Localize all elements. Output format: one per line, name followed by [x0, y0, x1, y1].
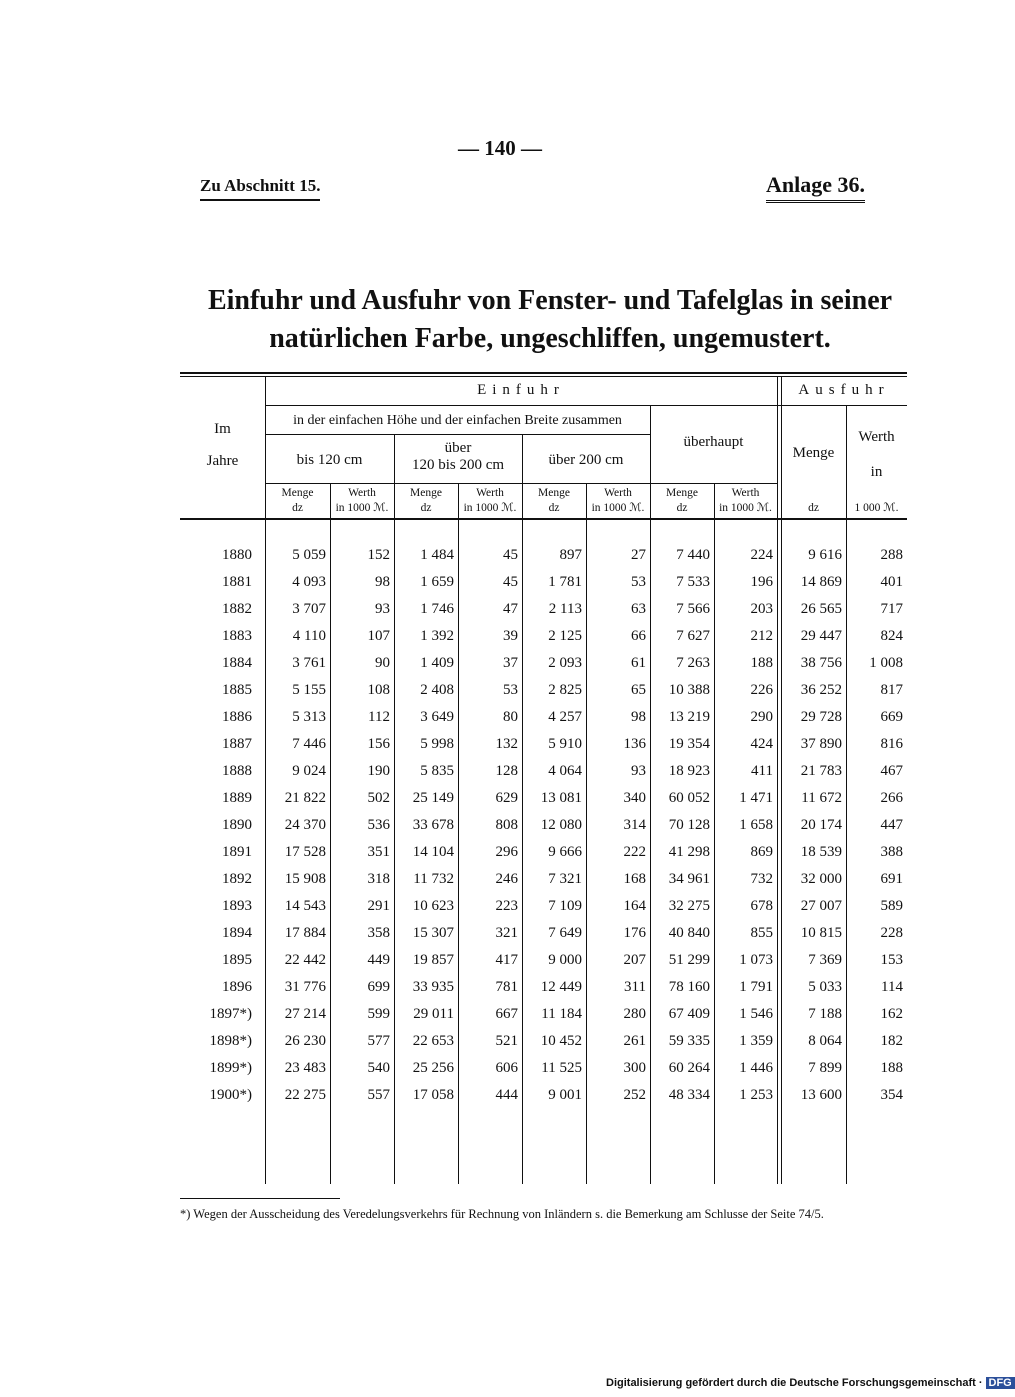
value-cell: 4 257	[548, 709, 582, 725]
value-cell: 14 104	[412, 844, 454, 860]
year-cell: 1898*)	[209, 1033, 252, 1049]
value-cell: 11 732	[413, 871, 454, 887]
footnote: *) Wegen der Ausscheidung des Veredelungsverkehrs für Rechnung von Inländern s. die Bemerkung am Schlusse der Seite 74/5.	[180, 1207, 824, 1221]
value-cell: 21 783	[800, 763, 842, 779]
value-cell: 855	[750, 925, 773, 941]
value-cell: 190	[367, 763, 390, 779]
value-cell: 7 649	[548, 925, 582, 941]
value-cell: 13 600	[800, 1087, 842, 1103]
group-120-200-b: 120 bis 200 cm	[411, 457, 505, 473]
value-cell: 7 321	[548, 871, 582, 887]
value-cell: 11 184	[541, 1006, 582, 1022]
title-line-1: Einfuhr und Ausfuhr von Fenster- und Tafelglas in seiner	[207, 285, 893, 316]
section-reference: Zu Abschnitt 15.	[200, 176, 320, 201]
value-cell: 108	[367, 682, 390, 698]
value-cell: 318	[367, 871, 390, 887]
value-cell: 25 256	[412, 1060, 454, 1076]
year-cell: 1885	[222, 682, 252, 698]
value-cell: 222	[623, 844, 646, 860]
value-cell: 59 335	[668, 1033, 710, 1049]
value-cell: 678	[750, 898, 773, 914]
value-cell: 824	[880, 628, 903, 644]
value-cell: 4 093	[292, 574, 326, 590]
rule-under-einfuhr	[265, 405, 907, 406]
value-cell: 4 064	[548, 763, 582, 779]
value-cell: 266	[880, 790, 903, 806]
value-cell: 7 566	[676, 601, 710, 617]
value-cell: 8 064	[808, 1033, 842, 1049]
value-cell: 19 857	[412, 952, 454, 968]
value-cell: 162	[880, 1006, 903, 1022]
value-cell: 61	[631, 655, 646, 671]
value-cell: 589	[880, 898, 903, 914]
value-cell: 224	[750, 547, 773, 563]
value-cell: 90	[375, 655, 390, 671]
value-cell: 196	[750, 574, 773, 590]
value-cell: 1 359	[739, 1033, 773, 1049]
value-cell: 354	[880, 1087, 903, 1103]
value-cell: 540	[367, 1060, 390, 1076]
value-cell: 9 000	[548, 952, 582, 968]
value-cell: 60 052	[668, 790, 710, 806]
value-cell: 296	[495, 844, 518, 860]
value-cell: 48 334	[668, 1087, 710, 1103]
value-cell: 351	[367, 844, 390, 860]
value-cell: 32 000	[800, 871, 842, 887]
value-cell: 557	[367, 1087, 390, 1103]
year-cell: 1893	[222, 898, 252, 914]
table-row	[180, 677, 907, 704]
value-cell: 5 910	[548, 736, 582, 752]
value-cell: 7 440	[676, 547, 710, 563]
value-cell: 1 546	[739, 1006, 773, 1022]
value-cell: 9 666	[548, 844, 582, 860]
ausfuhr-header: Ausfuhr	[798, 382, 890, 398]
value-cell: 25 149	[412, 790, 454, 806]
value-cell: 29 728	[800, 709, 842, 725]
table-row	[180, 731, 907, 758]
value-cell: 26 565	[800, 601, 842, 617]
value-cell: 152	[367, 547, 390, 563]
value-cell: 252	[623, 1087, 646, 1103]
value-cell: 444	[495, 1087, 518, 1103]
year-cell: 1882	[222, 601, 252, 617]
value-cell: 290	[750, 709, 773, 725]
value-cell: 7 899	[808, 1060, 842, 1076]
footer-text: Digitalisierung gefördert durch die Deutsche Forschungsgemeinschaft ·	[606, 1377, 983, 1389]
value-cell: 246	[495, 871, 518, 887]
value-cell: 1 008	[869, 655, 903, 671]
value-cell: 606	[495, 1060, 518, 1076]
table-top-rule-2	[180, 376, 907, 377]
value-cell: 188	[880, 1060, 903, 1076]
value-cell: 31 776	[284, 979, 326, 995]
table-row	[180, 785, 907, 812]
value-cell: 32 275	[668, 898, 710, 914]
value-cell: 24 370	[284, 817, 326, 833]
value-cell: 401	[880, 574, 903, 590]
year-cell: 1892	[222, 871, 252, 887]
year-cell: 1900*)	[209, 1087, 252, 1103]
value-cell: 37 890	[800, 736, 842, 752]
value-cell: 340	[623, 790, 646, 806]
value-cell: 314	[623, 817, 646, 833]
value-cell: 203	[750, 601, 773, 617]
value-cell: 98	[631, 709, 646, 725]
value-cell: 1 746	[420, 601, 454, 617]
value-cell: 22 442	[284, 952, 326, 968]
value-cell: 40 840	[668, 925, 710, 941]
sub-ausfuhr-dz: dz	[808, 502, 819, 514]
table-row	[180, 1082, 907, 1109]
value-cell: 66	[631, 628, 646, 644]
value-cell: 33 935	[412, 979, 454, 995]
group-120-200-a: über	[444, 440, 472, 456]
group-bis-120: bis 120 cm	[296, 452, 363, 468]
value-cell: 17 528	[284, 844, 326, 860]
table-row	[180, 812, 907, 839]
value-cell: 447	[880, 817, 903, 833]
year-cell: 1884	[222, 655, 252, 671]
value-cell: 60 264	[668, 1060, 710, 1076]
value-cell: 112	[368, 709, 390, 725]
year-cell: 1883	[222, 628, 252, 644]
value-cell: 9 001	[548, 1087, 582, 1103]
table-row	[180, 596, 907, 623]
dimension-header: in der einfachen Höhe und der einfachen Breite zusammen	[293, 413, 622, 428]
value-cell: 27 007	[800, 898, 842, 914]
value-cell: 7 263	[676, 655, 710, 671]
group-ueber-200: über 200 cm	[548, 452, 624, 468]
ausfuhr-werth-in: in	[870, 464, 883, 480]
value-cell: 417	[495, 952, 518, 968]
table-row	[180, 839, 907, 866]
value-cell: 629	[495, 790, 518, 806]
value-cell: 27 214	[284, 1006, 326, 1022]
year-header-im: Im	[214, 421, 231, 437]
value-cell: 207	[623, 952, 646, 968]
value-cell: 12 449	[540, 979, 582, 995]
value-cell: 14 543	[284, 898, 326, 914]
value-cell: 9 616	[808, 547, 842, 563]
value-cell: 65	[631, 682, 646, 698]
value-cell: 3 761	[292, 655, 326, 671]
page-number: — 140 —	[458, 136, 542, 160]
value-cell: 3 707	[292, 601, 326, 617]
value-cell: 411	[751, 763, 773, 779]
year-cell: 1899*)	[209, 1060, 252, 1076]
table-row	[180, 947, 907, 974]
value-cell: 2 408	[420, 682, 454, 698]
value-cell: 1 392	[420, 628, 454, 644]
value-cell: 691	[880, 871, 903, 887]
value-cell: 4 110	[292, 628, 326, 644]
value-cell: 93	[631, 763, 646, 779]
sub-menge-2: Menge dz	[410, 487, 442, 514]
value-cell: 502	[367, 790, 390, 806]
value-cell: 1 791	[739, 979, 773, 995]
year-cell: 1891	[222, 844, 252, 860]
value-cell: 18 923	[668, 763, 710, 779]
table-row	[180, 569, 907, 596]
sub-werth-4: Werth in 1000 ℳ.	[719, 487, 772, 514]
value-cell: 13 219	[668, 709, 710, 725]
value-cell: 11 672	[801, 790, 842, 806]
value-cell: 156	[367, 736, 390, 752]
value-cell: 47	[503, 601, 518, 617]
value-cell: 107	[367, 628, 390, 644]
year-cell: 1897*)	[209, 1006, 252, 1022]
value-cell: 168	[623, 871, 646, 887]
sub-werth-3: Werth in 1000 ℳ.	[591, 487, 645, 514]
value-cell: 98	[375, 574, 390, 590]
value-cell: 5 313	[292, 709, 326, 725]
year-cell: 1881	[222, 574, 252, 590]
value-cell: 12 080	[540, 817, 582, 833]
value-cell: 27	[631, 547, 646, 563]
sub-ausfuhr-1000: 1 000 ℳ.	[854, 502, 899, 514]
value-cell: 29 011	[413, 1006, 454, 1022]
value-cell: 22 275	[284, 1087, 326, 1103]
value-cell: 34 961	[668, 871, 710, 887]
value-cell: 1 073	[739, 952, 773, 968]
value-cell: 816	[880, 736, 903, 752]
value-cell: 11 525	[541, 1060, 582, 1076]
value-cell: 17 884	[284, 925, 326, 941]
value-cell: 228	[880, 925, 903, 941]
table-row	[180, 1028, 907, 1055]
table-row	[180, 1001, 907, 1028]
value-cell: 2 825	[548, 682, 582, 698]
einfuhr-header: Einfuhr	[477, 382, 565, 398]
footnote-rule	[180, 1198, 340, 1199]
value-cell: 449	[367, 952, 390, 968]
value-cell: 45	[503, 547, 518, 563]
value-cell: 36 252	[800, 682, 842, 698]
value-cell: 897	[559, 547, 582, 563]
year-cell: 1887	[222, 736, 252, 752]
sub-menge-4: Menge dz	[666, 487, 698, 514]
table-top-rule	[180, 372, 907, 374]
value-cell: 3 649	[420, 709, 454, 725]
year-header-jahre: Jahre	[206, 453, 239, 469]
table-row	[180, 866, 907, 893]
value-cell: 261	[623, 1033, 646, 1049]
value-cell: 5 835	[420, 763, 454, 779]
value-cell: 212	[750, 628, 773, 644]
value-cell: 114	[881, 979, 903, 995]
year-cell: 1894	[222, 925, 252, 941]
value-cell: 1 658	[739, 817, 773, 833]
value-cell: 2 125	[548, 628, 582, 644]
value-cell: 2 113	[548, 601, 582, 617]
value-cell: 18 539	[800, 844, 842, 860]
year-cell: 1889	[222, 790, 252, 806]
year-cell: 1880	[222, 547, 252, 563]
value-cell: 732	[750, 871, 773, 887]
value-cell: 10 623	[412, 898, 454, 914]
value-cell: 5 059	[292, 547, 326, 563]
group-ueberhaupt: überhaupt	[683, 434, 744, 450]
value-cell: 15 908	[284, 871, 326, 887]
value-cell: 1 781	[548, 574, 582, 590]
value-cell: 599	[367, 1006, 390, 1022]
value-cell: 7 627	[676, 628, 710, 644]
value-cell: 7 369	[808, 952, 842, 968]
ausfuhr-werth: Werth	[858, 429, 895, 445]
sub-menge-1: Menge dz	[281, 487, 314, 514]
value-cell: 182	[880, 1033, 903, 1049]
value-cell: 53	[631, 574, 646, 590]
value-cell: 164	[623, 898, 646, 914]
value-cell: 321	[495, 925, 518, 941]
value-cell: 9 024	[292, 763, 326, 779]
value-cell: 33 678	[412, 817, 454, 833]
annex-label: Anlage 36.	[766, 172, 865, 203]
value-cell: 300	[623, 1060, 646, 1076]
value-cell: 7 109	[548, 898, 582, 914]
sub-werth-2: Werth in 1000 ℳ.	[463, 487, 517, 514]
table-row	[180, 893, 907, 920]
value-cell: 280	[623, 1006, 646, 1022]
table-row	[180, 758, 907, 785]
value-cell: 67 409	[668, 1006, 710, 1022]
value-cell: 1 484	[420, 547, 454, 563]
value-cell: 19 354	[668, 736, 710, 752]
table-row	[180, 704, 907, 731]
year-cell: 1890	[222, 817, 252, 833]
value-cell: 1 409	[420, 655, 454, 671]
value-cell: 817	[880, 682, 903, 698]
value-cell: 7 188	[808, 1006, 842, 1022]
value-cell: 53	[503, 682, 518, 698]
value-cell: 51 299	[668, 952, 710, 968]
value-cell: 536	[367, 817, 390, 833]
value-cell: 424	[750, 736, 773, 752]
value-cell: 1 471	[739, 790, 773, 806]
year-cell: 1895	[222, 952, 252, 968]
value-cell: 521	[495, 1033, 518, 1049]
table-row	[180, 920, 907, 947]
value-cell: 10 815	[800, 925, 842, 941]
value-cell: 288	[880, 547, 903, 563]
value-cell: 7 446	[292, 736, 326, 752]
value-cell: 291	[367, 898, 390, 914]
value-cell: 577	[367, 1033, 390, 1049]
value-cell: 388	[880, 844, 903, 860]
year-cell: 1886	[222, 709, 252, 725]
value-cell: 37	[503, 655, 518, 671]
value-cell: 223	[495, 898, 518, 914]
value-cell: 29 447	[800, 628, 842, 644]
value-cell: 10 452	[540, 1033, 582, 1049]
ausfuhr-menge: Menge	[792, 445, 835, 461]
value-cell: 23 483	[284, 1060, 326, 1076]
value-cell: 1 659	[420, 574, 454, 590]
rule-under-groups	[265, 483, 777, 484]
digitization-footer	[606, 1377, 1015, 1389]
table-row	[180, 1055, 907, 1082]
value-cell: 188	[750, 655, 773, 671]
sub-werth-1: Werth in 1000 ℳ.	[335, 487, 389, 514]
value-cell: 311	[624, 979, 646, 995]
value-cell: 45	[503, 574, 518, 590]
value-cell: 80	[503, 709, 518, 725]
value-cell: 358	[367, 925, 390, 941]
table-row	[180, 650, 907, 677]
value-cell: 7 533	[676, 574, 710, 590]
value-cell: 21 822	[284, 790, 326, 806]
table-row	[180, 623, 907, 650]
dfg-logo: DFG	[986, 1377, 1015, 1389]
table-row	[180, 974, 907, 1001]
value-cell: 699	[367, 979, 390, 995]
value-cell: 132	[495, 736, 518, 752]
value-cell: 93	[375, 601, 390, 617]
value-cell: 669	[880, 709, 903, 725]
page-title	[160, 282, 940, 358]
value-cell: 5 033	[808, 979, 842, 995]
value-cell: 1 446	[739, 1060, 773, 1076]
value-cell: 13 081	[540, 790, 582, 806]
value-cell: 14 869	[800, 574, 842, 590]
value-cell: 667	[495, 1006, 518, 1022]
title-line-2: natürlichen Farbe, ungeschliffen, ungemustert.	[269, 323, 831, 354]
value-cell: 808	[495, 817, 518, 833]
year-cell: 1888	[222, 763, 252, 779]
value-cell: 717	[880, 601, 903, 617]
value-cell: 5 998	[420, 736, 454, 752]
rule-under-dimension	[265, 434, 650, 435]
value-cell: 176	[623, 925, 646, 941]
value-cell: 63	[631, 601, 646, 617]
value-cell: 5 155	[292, 682, 326, 698]
value-cell: 226	[750, 682, 773, 698]
value-cell: 78 160	[668, 979, 710, 995]
value-cell: 70 128	[668, 817, 710, 833]
value-cell: 869	[750, 844, 773, 860]
value-cell: 128	[495, 763, 518, 779]
trade-table	[180, 372, 907, 1184]
value-cell: 26 230	[284, 1033, 326, 1049]
rule-under-header	[180, 518, 907, 520]
table-row	[180, 542, 907, 569]
value-cell: 1 253	[739, 1087, 773, 1103]
value-cell: 38 756	[800, 655, 842, 671]
value-cell: 10 388	[668, 682, 710, 698]
sub-menge-3: Menge dz	[538, 487, 570, 514]
value-cell: 39	[503, 628, 518, 644]
value-cell: 2 093	[548, 655, 582, 671]
value-cell: 153	[880, 952, 903, 968]
value-cell: 22 653	[412, 1033, 454, 1049]
value-cell: 15 307	[412, 925, 454, 941]
value-cell: 781	[495, 979, 518, 995]
year-cell: 1896	[222, 979, 252, 995]
value-cell: 41 298	[668, 844, 710, 860]
value-cell: 136	[623, 736, 646, 752]
value-cell: 20 174	[800, 817, 842, 833]
value-cell: 17 058	[412, 1087, 454, 1103]
value-cell: 467	[880, 763, 903, 779]
